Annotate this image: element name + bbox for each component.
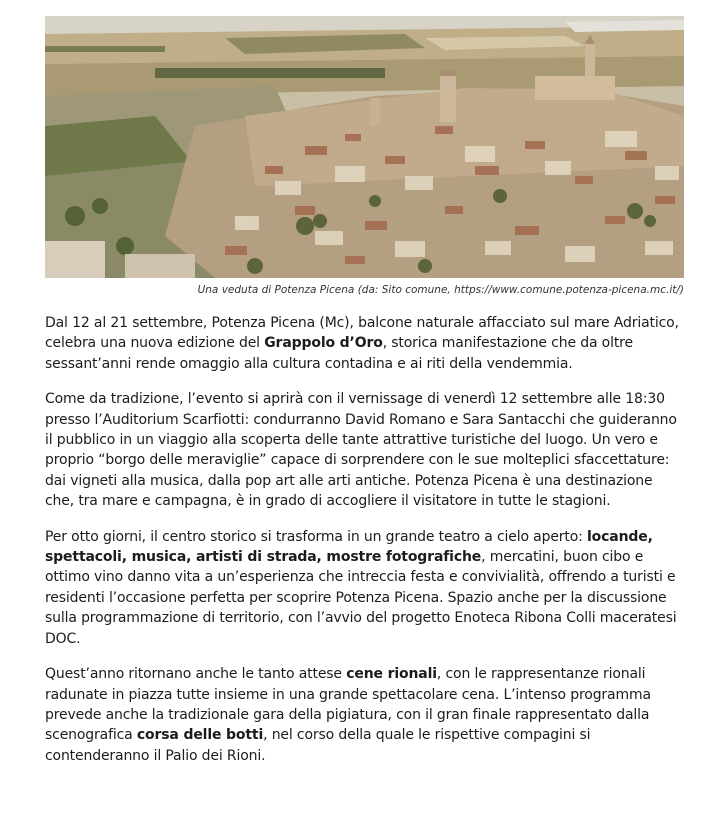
- paragraph-2: Come da tradizione, l’evento si aprirà con il vernissage di venerdì 12 settembre alle 18:30 presso l’Auditorium Scarfiotti: condurranno David Romano e Sara Santacchi che guideranno il pubblico in un viaggio alla scoperta delle tante attrattive turistiche del luogo. Un vero e proprio “borgo delle meraviglie” capace di sorprendere con le sue molteplici sfaccettature: dai vigneti alla musica, dalla pop art alle arti antiche. Potenza Picena è una destinazione che, tra mare e campagna, è in grado di accogliere il visitatore in tutte le stagioni.: [45, 391, 677, 510]
- bold-cene-rionali: cene rionali: [346, 666, 437, 683]
- town-photo: [45, 16, 684, 278]
- town-aerial-illustration: [45, 16, 684, 278]
- paragraph-3: Per otto giorni, il centro storico si trasforma in un grande teatro a cielo aperto: locande, spettacoli, musica, artisti di strada, mostre fotografiche, mercatini, buon cibo e ottimo vino danno vita a un’esperienza che intreccia festa e convivialità, offrendo a turisti e residenti l’occasione perfetta per scoprire Potenza Picena. Spazio anche per la discussione sulla programmazione di territorio, con l’avvio del progetto Enoteca Ribona Colli maceratesi DOC.: [45, 528, 677, 647]
- article-body: [45, 313, 685, 781]
- bold-attractions: locande, spettacoli, musica, artisti di strada, mostre fotografiche: [45, 528, 653, 566]
- paragraph-1: Dal 12 al 21 settembre, Potenza Picena (Mc), balcone naturale affacciato sul mare Adriatico, celebra una nuova edizione del Grappolo d’Oro, storica manifestazione che da oltre sessant’anni rende omaggio alla cultura contadina e ai riti della vendemmia.: [45, 315, 679, 372]
- photo-caption: Una veduta di Potenza Picena (da: Sito comune, https://www.comune.potenza-picena.mc.it/): [197, 284, 684, 296]
- bold-corsa-delle-botti: corsa delle botti: [136, 727, 264, 744]
- paragraph-4: Quest’anno ritornano anche le tanto attese cene rionali, con le rappresentanze rionali radunate in piazza tutte insieme in una grande spettacolare cena. L’intenso programma prevede anche la tradizionale gara della pigiatura, con il gran finale rappresentato dalla scenografica corsa delle botti, nel corso della quale le rispettive compagini si contenderanno il Palio dei Rioni.: [45, 666, 651, 764]
- bold-event-name: Grappolo d’Oro: [264, 335, 383, 352]
